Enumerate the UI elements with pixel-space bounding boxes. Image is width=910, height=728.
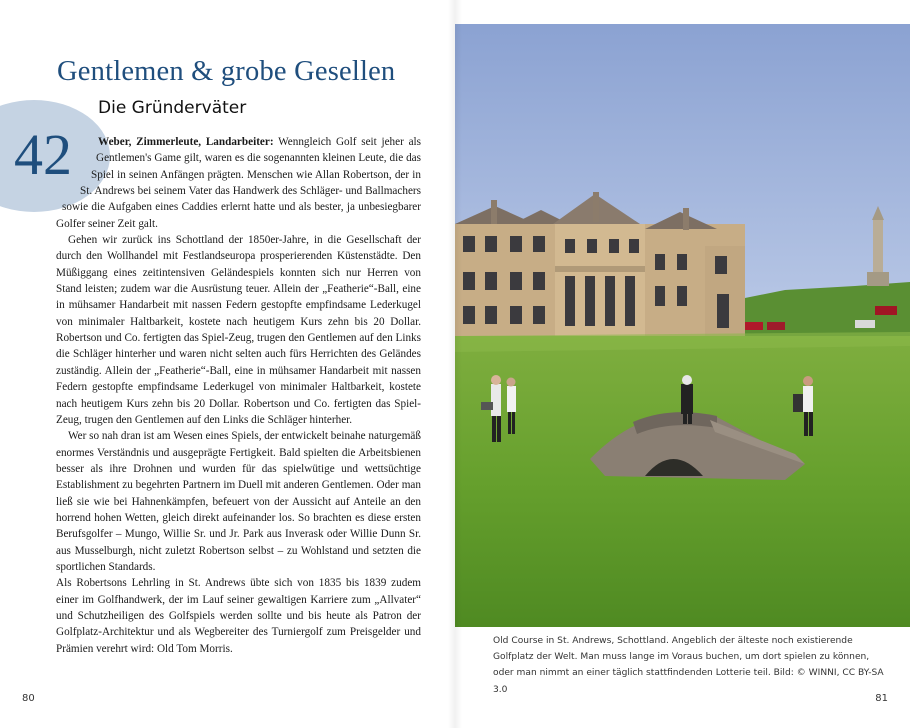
chapter-number: 42 xyxy=(14,122,72,187)
lead-in: Weber, Zimmerleute, Landarbeiter: xyxy=(98,136,274,148)
photo-caption: Old Course in St. Andrews, Schottland. Angeblich der älteste noch existierende Golfplatz der Welt. Man muss lange im Voraus buchen, um dort spielen zu können, oder man nimmt an einer täglich stattfindenden Lotterie teil. Bild: © WINNI, CC BY-SA 3.0 xyxy=(493,636,884,695)
paragraph-2: Gehen wir zurück ins Schottland der 1850er-Jahre, in die Gesellschaft der durch den Wollhandel mit Festlandseuropa prosperierenden Küstenstädte. Den Müßiggang eines zeitintensiven Geländespiels konnten sich nur Herren von Stand leisten; zudem war die Ausrüstung teuer. Allein der „Featherie“-Ball, eine in mühsamer Handarbeit mit nassen Federn gestopfte empfindsame Lederkugel von minimaler Haltbarkeit, kostete nach heutigem Kurs zehn bis 20 Dollar. Robertson und Co. fertigten das Spiel-Zeug, trugen den Gentlemen auf den Links die Schläger hinterher und waren nicht selten auch fürs Herrichten des Geländes zuständig. Allein der „Featherie“-Ball, eine in mühsamer Handarbeit mit nassen Federn gestopfte empfindsame Lederkugel von minimaler Haltbarkeit, kostete nach heutigem Kurs zehn bis 20 Dollar. Robertson und Co. fertigten das Spiel-Zeug, trugen den Gentlemen auf den Links die Schläger hinterher. xyxy=(56,234,421,426)
page-subtitle: Die Gründerväter xyxy=(98,98,247,118)
paragraph-4: Als Robertsons Lehrling in St. Andrews übte sich von 1835 bis 1839 zudem einer im Golfhandwerk, der im Lauf seiner gewaltigen Karriere zum „Allvater“ und Schutzheiligen des Golfspiels werden sollte und bis heute als Patron der Golfplatz-Architektur und als Wegbereiter des Turniergolf zum Preisgelder und Prämien verehrt wird: Old Tom Morris. xyxy=(56,577,421,655)
paragraph-3: Wer so nah dran ist am Wesen eines Spiels, der entwickelt beinahe naturgemäß enormes Verständnis und ausgeprägte Fertigkeit. Bald spielten die Arbeitsbienen besser als ihre Drohnen und wurden für das spielwütige und wettsüchtige Establishment zu begehrten Partnern im Duell mit anderen Gentlemen. Oder man ließ sie wie bei Hahnenkämpfen, befeuert von der Aussicht auf Anteile an den horrend hohen Wetten, gleich direkt aufeinander los. So brachten es diese ersten Berufsgolfer – Mungo, Willie Sr. und Jr. Park aus Inverask oder Willie Dunn Sr. aus Musselburgh, nicht zuletzt Robertson selbst – zu Wohlstand und setzten die sportlichen Standards. xyxy=(56,430,421,573)
page-number-left: 80 xyxy=(22,693,35,704)
paragraph-1-text: Wenngleich Golf seit jeher als Gentlemen's Game gilt, waren es die sogenannten kleinen Leute, die das Spiel in seinen Anfängen prägten. Menschen wie Allan Robertson, der in St. Andrews bei seinem Vater das Handwerk des Schläger- und Ballmachers sowie die Aufgaben eines Caddies erlernt hatte und als bester, ja unbesiegbarer Golfer seiner Zeit galt. xyxy=(56,136,421,230)
right-page xyxy=(455,0,910,728)
book-gutter xyxy=(448,0,462,728)
paragraph-1 xyxy=(56,134,421,232)
page-title: Gentlemen & grobe Gesellen xyxy=(57,56,396,87)
course-photo xyxy=(455,24,910,627)
body-text xyxy=(56,134,421,657)
page-number-right: 81 xyxy=(875,693,888,704)
